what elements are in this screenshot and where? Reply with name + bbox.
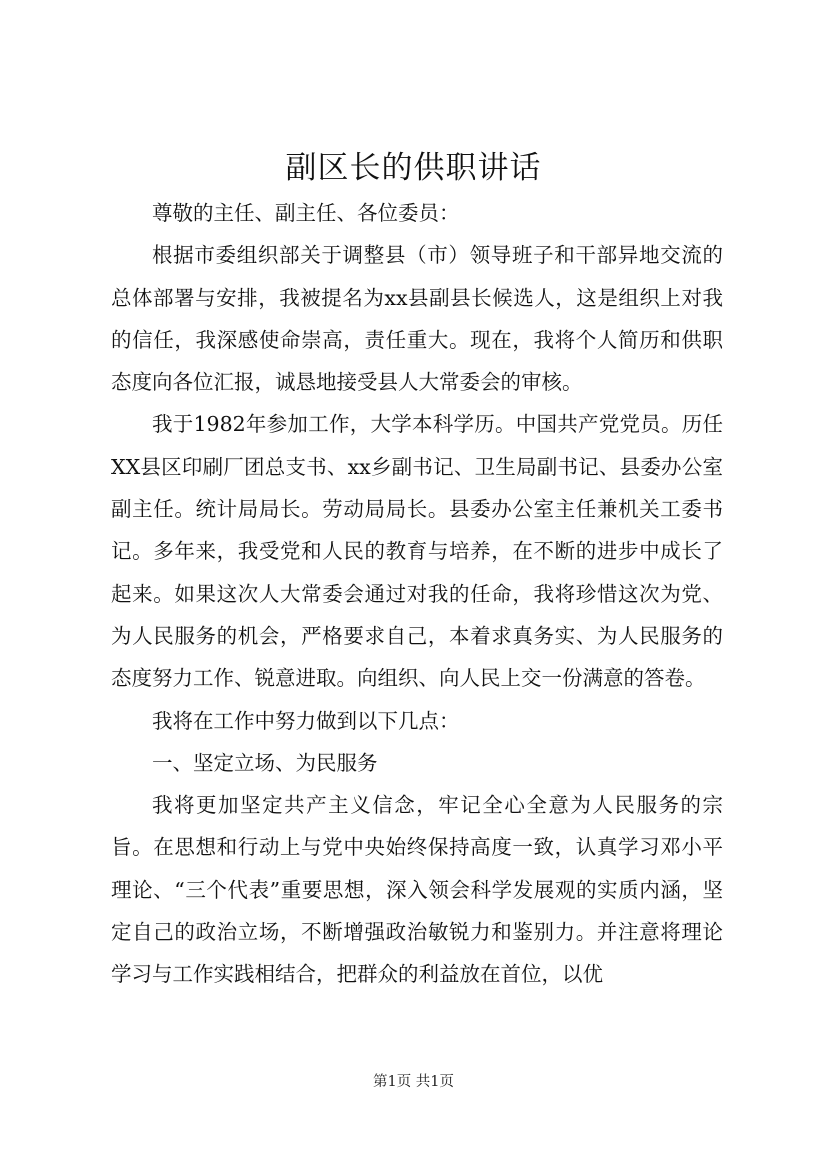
page-footer <box>0 1071 827 1093</box>
document-body <box>111 192 723 996</box>
section-heading: 一、坚定立场、为民服务 <box>152 750 378 775</box>
body-paragraph: 我将更加坚定共产主义信念，牢记全心全意为人民服务的宗旨。在思想和行动上与党中央始终保持高度一致，认真学习邓小平理论、“三个代表”重要思想，深入领会科学发展观的实质内涵，坚定自己的政治立场，不断增强政治敏锐力和鉴别力。并注意将理论学习与工作实践相结合，把群众的利益放在首位，以优 <box>111 793 723 987</box>
page-number: 第1页 共1页 <box>372 1074 455 1090</box>
body-paragraph: 我将在工作中努力做到以下几点： <box>152 708 460 733</box>
salutation-paragraph: 尊敬的主任、副主任、各位委员： <box>152 201 460 225</box>
body-paragraph: 我于1982年参加工作，大学本科学历。中国共产党党员。历任XX县区印刷厂团总支书、xx乡副书记、卫生局副书记、县委办公室副主任。统计局局长。劳动局局长。县委办公室主任兼机关工委书记。多年来，我受党和人民的教育与培养，在不断的进步中成长了起来。如果这次人大常委会通过对我的任命，我将珍惜这次为党、为人民服务的机会，严格要求自己，本着求真务实、为人民服务的态度努力工作、锐意进取。向组织、向人民上交一份满意的答卷。 <box>111 412 723 691</box>
body-paragraph: 根据市委组织部关于调整县（市）领导班子和干部异地交流的总体部署与安排，我被提名为xx县副县长候选人，这是组织上对我的信任，我深感使命崇高，责任重大。现在，我将个人简历和供职态度向各位汇报，诚恳地接受县人大常委会的审核。 <box>111 243 723 395</box>
document-title: 副区长的供职讲话 <box>285 150 542 186</box>
